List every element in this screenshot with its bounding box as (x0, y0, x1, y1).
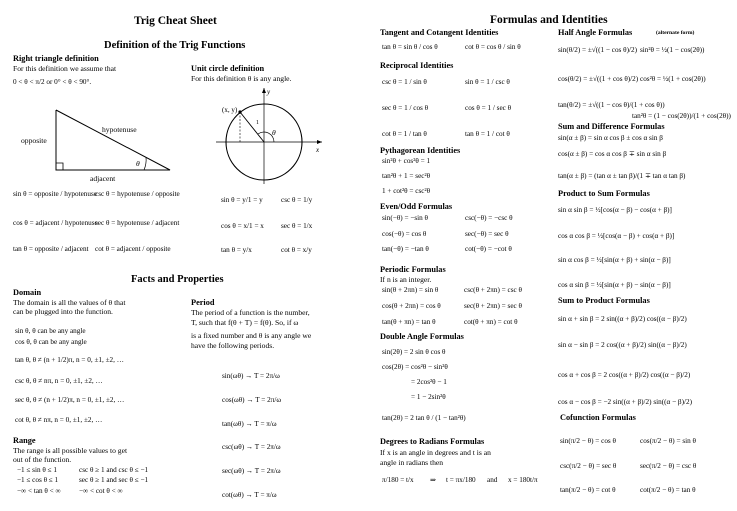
period-sin: sin(ωθ) → T = 2π/ω (222, 372, 280, 380)
period-heading: Period (191, 298, 215, 307)
cot-identity: cot θ = cos θ / sin θ (465, 43, 521, 51)
reciprocal-sec: sec θ = 1 / cos θ (382, 104, 429, 112)
even-odd-sin: sin(−θ) = −sin θ (382, 214, 428, 222)
double-angle-heading: Double Angle Formulas (380, 332, 464, 341)
range-sin: −1 ≤ sin θ ≤ 1 (17, 466, 57, 474)
period-csc: csc(ωθ) → T = 2π/ω (222, 443, 281, 451)
sum-product-sin-plus: sin α + sin β = 2 sin((α + β)/2) cos((α − β)/2) (558, 315, 687, 323)
sum-diff-sin: sin(α ± β) = sin α cos β ± cos α sin β (558, 134, 663, 142)
reciprocal-tan: tan θ = 1 / cot θ (465, 130, 510, 138)
right-triangle-condition: 0 < θ < π/2 or 0° < θ < 90°. (13, 78, 92, 86)
sum-diff-tan: tan(α ± β) = (tan α ± tan β)/(1 ∓ tan α tan β) (558, 172, 686, 180)
pythagorean-2: tan²θ + 1 = sec²θ (382, 172, 431, 180)
right-triangle-tan: tan θ = opposite / adjacent (13, 245, 89, 253)
unit-csc: csc θ = 1/y (281, 196, 313, 204)
range-text-1: The range is all possible values to get (13, 446, 128, 455)
unit-theta-label: θ (272, 128, 276, 137)
cofunction-sec: sec(π/2 − θ) = csc θ (640, 462, 697, 470)
unit-cos: cos θ = x/1 = x (221, 222, 264, 230)
period-text-3: is a fixed number and θ is any angle we (191, 331, 312, 340)
half-cos-alt: cos²θ = ½(1 + cos(2θ)) (640, 75, 706, 83)
domain-csc: csc θ, θ ≠ nπ, n = 0, ±1, ±2, … (15, 377, 103, 385)
right-triangle-heading: Right triangle definition (13, 54, 99, 63)
range-sec: sec θ ≥ 1 and sec θ ≤ −1 (79, 476, 149, 484)
reciprocal-cot: cot θ = 1 / tan θ (382, 130, 427, 138)
even-odd-cot: cot(−θ) = −cot θ (465, 245, 512, 253)
cofunction-cos: cos(π/2 − θ) = sin θ (640, 437, 696, 445)
periodic-intro: If n is an integer. (380, 275, 432, 284)
adjacent-label: adjacent (90, 174, 116, 183)
double-cos: cos(2θ) = cos²θ − sin²θ (382, 363, 448, 371)
periodic-sec: sec(θ + 2πn) = sec θ (464, 302, 522, 310)
cofunction-cot: cot(π/2 − θ) = tan θ (640, 486, 696, 494)
domain-sec: sec θ, θ ≠ (n + 1/2)π, n = 0, ±1, ±2, … (15, 396, 125, 404)
domain-text-2: can be plugged into the function. (13, 307, 113, 316)
implies-arrow: ⇒ (430, 476, 437, 484)
range-cot: −∞ < cot θ < ∞ (79, 487, 123, 495)
deg-rad-ratio: π/180 = t/x (382, 476, 414, 484)
cofunction-tan: tan(π/2 − θ) = cot θ (560, 486, 616, 494)
cofunction-heading: Cofunction Formulas (560, 413, 636, 422)
even-odd-cos: cos(−θ) = cos θ (382, 230, 427, 238)
deg-rad-text-1: If x is an angle in degrees and t is an (380, 448, 491, 457)
sum-product-cos-plus: cos α + cos β = 2 cos((α + β)/2) cos((α − β)/2) (558, 371, 691, 379)
deg-rad-text-2: angle in radians then (380, 458, 444, 467)
tan-identity: tan θ = sin θ / cos θ (382, 43, 438, 51)
period-sec: sec(ωθ) → T = 2π/ω (222, 467, 281, 475)
sum-product-heading: Sum to Product Formulas (558, 296, 650, 305)
product-sum-heading: Product to Sum Formulas (558, 189, 650, 198)
right-triangle-intro: For this definition we assume that (13, 64, 117, 73)
even-odd-sec: sec(−θ) = sec θ (465, 230, 509, 238)
cofunction-sin: sin(π/2 − θ) = cos θ (560, 437, 616, 445)
product-sin-sin: sin α sin β = ½[cos(α − β) − cos(α + β)] (558, 206, 672, 214)
reciprocal-heading: Reciprocal Identities (380, 61, 454, 70)
range-csc: csc θ ≥ 1 and csc θ ≤ −1 (79, 466, 149, 474)
deg-rad-t: t = πx/180 (446, 476, 476, 484)
product-cos-cos: cos α cos β = ½[cos(α − β) + cos(α + β)] (558, 232, 675, 240)
pythagorean-3: 1 + cot²θ = csc²θ (382, 187, 431, 195)
theta-label: θ (136, 159, 140, 168)
page-title: Trig Cheat Sheet (134, 15, 217, 27)
unit-circle-intro: For this definition θ is any angle. (191, 74, 292, 83)
periodic-tan: tan(θ + πn) = tan θ (382, 318, 436, 326)
deg-rad-and: and (487, 476, 498, 484)
period-text-1: The period of a function is the number, (191, 308, 310, 317)
opposite-label: opposite (21, 136, 47, 145)
x-axis-label: x (316, 146, 320, 154)
even-odd-heading: Even/Odd Formulas (380, 202, 453, 211)
periodic-csc: csc(θ + 2πn) = csc θ (464, 286, 522, 294)
product-sin-cos: sin α cos β = ½[sin(α + β) + sin(α − β)] (558, 256, 671, 264)
deg-rad-x: x = 180t/π (508, 476, 538, 484)
domain-sin: sin θ, θ can be any angle (15, 327, 86, 335)
half-cos: cos(θ/2) = ±√((1 + cos θ)/2) (558, 75, 639, 83)
pythagorean-heading: Pythagorean Identities (380, 146, 461, 155)
periodic-cot: cot(θ + πn) = cot θ (464, 318, 518, 326)
double-cos-2: = 2cos²θ − 1 (411, 378, 447, 386)
domain-cot: cot θ, θ ≠ nπ, n = 0, ±1, ±2, … (15, 416, 103, 424)
half-angle-heading: Half Angle Formulas (558, 28, 633, 37)
cofunction-csc: csc(π/2 − θ) = sec θ (560, 462, 617, 470)
period-tan: tan(ωθ) → T = π/ω (222, 420, 277, 428)
sum-diff-cos: cos(α ± β) = cos α cos β ∓ sin α sin β (558, 150, 667, 158)
alternate-form-label: (alternate form) (656, 30, 695, 36)
domain-cos: cos θ, θ can be any angle (15, 338, 87, 346)
point-label: (x, y) (222, 106, 238, 114)
half-sin-alt: sin²θ = ½(1 − cos(2θ)) (640, 46, 705, 54)
reciprocal-sin: sin θ = 1 / csc θ (465, 78, 510, 86)
unit-sec: sec θ = 1/x (281, 222, 313, 230)
double-tan: tan(2θ) = 2 tan θ / (1 − tan²θ) (382, 414, 466, 422)
period-text-4: have the following periods. (191, 341, 275, 350)
half-sin: sin(θ/2) = ±√((1 − cos θ)/2) (558, 46, 637, 54)
periodic-cos: cos(θ + 2πn) = cos θ (382, 302, 441, 310)
periodic-heading: Periodic Formulas (380, 265, 446, 274)
unit-sin: sin θ = y/1 = y (221, 196, 263, 204)
half-tan-alt: tan²θ = (1 − cos(2θ))/(1 + cos(2θ)) (632, 112, 731, 120)
domain-heading: Domain (13, 288, 42, 297)
period-cos: cos(ωθ) → T = 2π/ω (222, 396, 282, 404)
sum-diff-heading: Sum and Difference Formulas (558, 122, 665, 131)
periodic-sin: sin(θ + 2πn) = sin θ (382, 286, 439, 294)
definition-heading: Definition of the Trig Functions (104, 40, 246, 51)
even-odd-csc: csc(−θ) = −csc θ (465, 214, 513, 222)
facts-heading: Facts and Properties (131, 274, 224, 285)
right-triangle-cos: cos θ = adjacent / hypotenuse (13, 219, 98, 227)
range-heading: Range (13, 436, 36, 445)
unit-circle-diagram (212, 84, 326, 188)
right-triangle-diagram (20, 108, 180, 184)
right-triangle-cot: cot θ = adjacent / opposite (95, 245, 171, 253)
sum-product-sin-minus: sin α − sin β = 2 cos((α + β)/2) sin((α − β)/2) (558, 341, 687, 349)
range-cos: −1 ≤ cos θ ≤ 1 (17, 476, 59, 484)
unit-tan: tan θ = y/x (221, 246, 252, 254)
product-cos-sin: cos α sin β = ½[sin(α + β) − sin(α − β)] (558, 281, 671, 289)
reciprocal-cos: cos θ = 1 / sec θ (465, 104, 512, 112)
period-cot: cot(ωθ) → T = π/ω (222, 491, 277, 499)
reciprocal-csc: csc θ = 1 / sin θ (382, 78, 427, 86)
unit-circle-heading: Unit circle definition (191, 64, 265, 73)
even-odd-tan: tan(−θ) = −tan θ (382, 245, 429, 253)
double-sin: sin(2θ) = 2 sin θ cos θ (382, 348, 446, 356)
tangent-cotangent-heading: Tangent and Cotangent Identities (380, 28, 499, 37)
hypotenuse-label: hypotenuse (102, 125, 137, 134)
pythagorean-1: sin²θ + cos²θ = 1 (382, 157, 431, 165)
period-text-2: T, such that f(θ + T) = f(θ). So, if ω (191, 318, 299, 327)
right-triangle-sin: sin θ = opposite / hypotenuse (13, 190, 97, 198)
y-axis-label: y (267, 88, 271, 96)
right-triangle-sec: sec θ = hypotenuse / adjacent (95, 219, 180, 227)
formulas-heading: Formulas and Identities (490, 14, 608, 26)
domain-text-1: The domain is all the values of θ that (13, 298, 126, 307)
double-cos-3: = 1 − 2sin²θ (411, 393, 446, 401)
range-tan: −∞ < tan θ < ∞ (17, 487, 61, 495)
sum-product-cos-minus: cos α − cos β = −2 sin((α + β)/2) sin((α − β)/2) (558, 398, 692, 406)
domain-tan: tan θ, θ ≠ (n + 1/2)π, n = 0, ±1, ±2, … (15, 356, 124, 364)
range-text-2: out of the function. (13, 455, 72, 464)
half-tan: tan(θ/2) = ±√((1 − cos θ)/(1 + cos θ)) (558, 101, 665, 109)
radius-label: 1 (256, 120, 259, 126)
right-triangle-csc: csc θ = hypotenuse / opposite (95, 190, 180, 198)
deg-rad-heading: Degrees to Radians Formulas (380, 437, 485, 446)
unit-cot: cot θ = x/y (281, 246, 312, 254)
